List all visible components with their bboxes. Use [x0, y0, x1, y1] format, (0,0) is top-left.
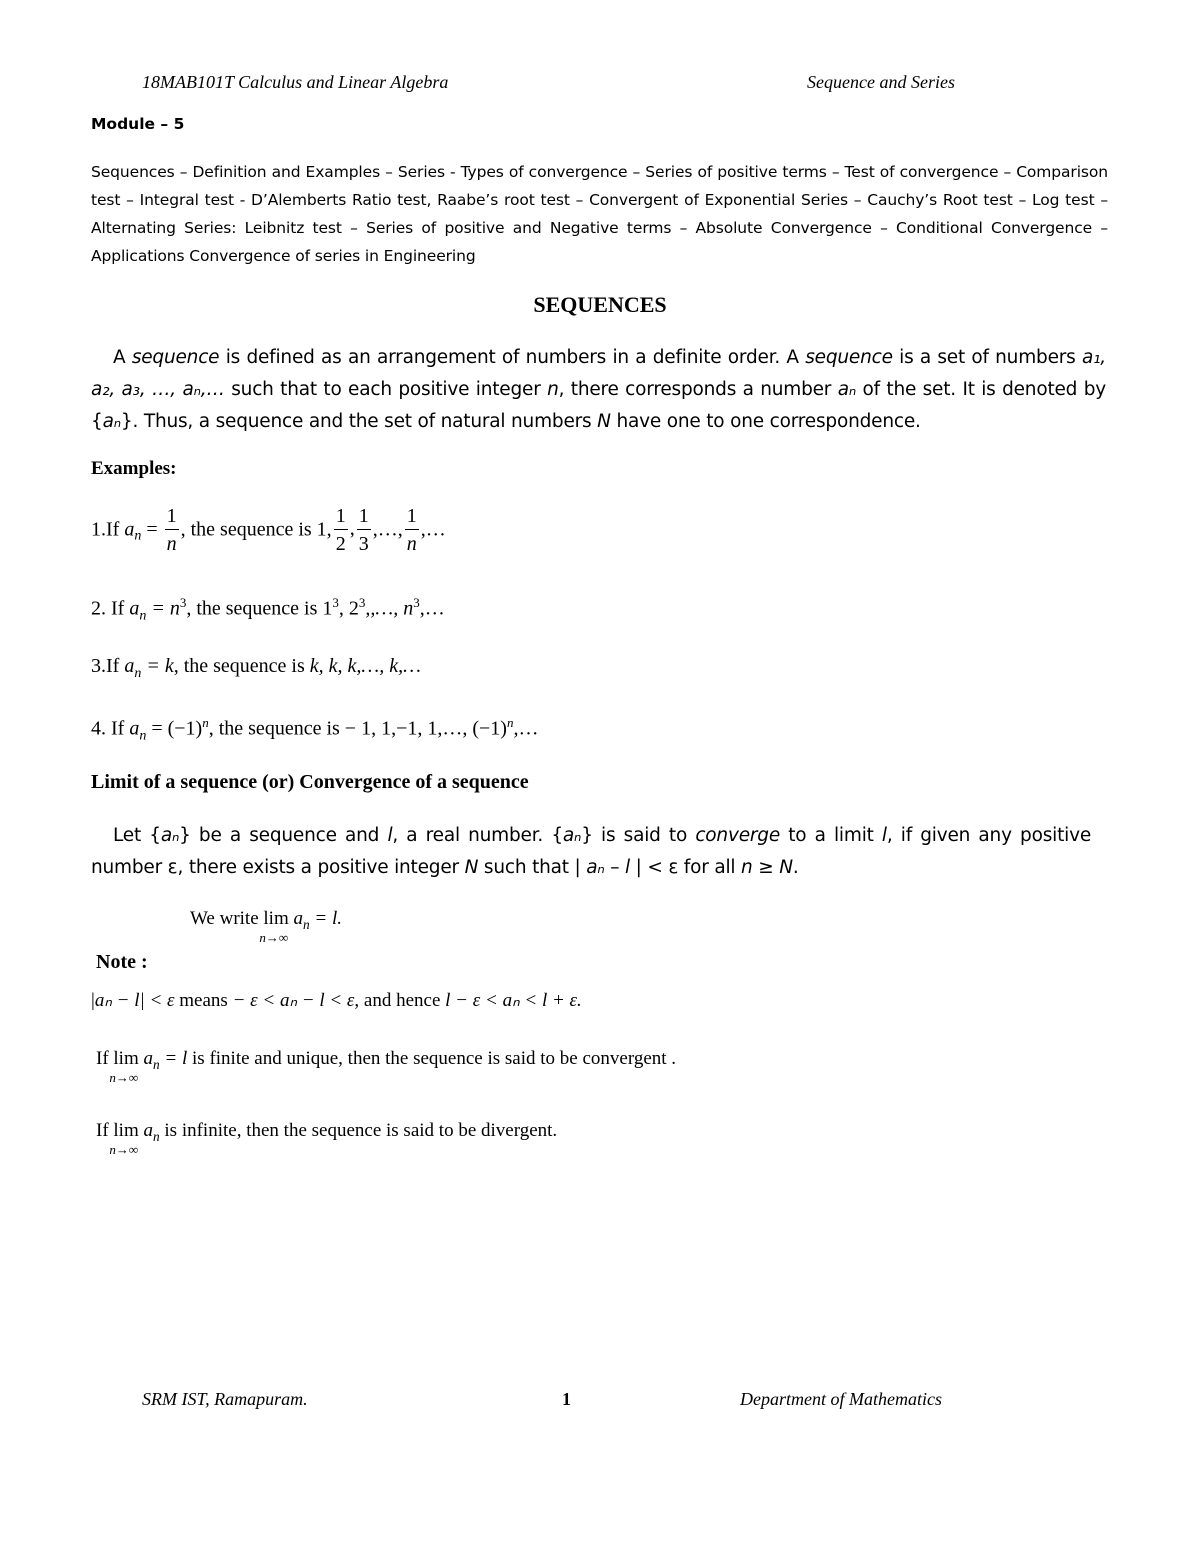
example-2: 2. If $a_n = n^3$, the sequence is $1^3$, $2^3,,\dots$, $n^3,\dots$	[91, 595, 445, 624]
note-line-3: If lim n→∞ $a_n$ is infinite, then the sequence is said to be divergent.	[96, 1120, 558, 1157]
limit-heading: Limit of a sequence (or) Convergence of a sequence	[91, 771, 529, 793]
module-topics: Sequences – Definition and Examples – Series - Types of convergence – Series of positive terms – Test of convergence – Comparison test – Integral test - D’Alemberts Ratio test, Raabe’s root test – Convergent of Exponential Series – Cauchy’s Root test – Log test – Alternating Series: Leibnitz test – Series of positive and Negative terms – Absolute Convergence – Conditional Convergence – Applications Convergence of series in Engineering	[91, 163, 1108, 265]
examples-heading: Examples:	[91, 458, 177, 479]
limit-notation: We write lim n→∞ $a_n = l$.	[190, 908, 342, 945]
limit-definition: Let {aₙ} be a sequence and l, a real number. {aₙ} is said to converge to a limit l, if given any positive number ε, there exists a positive integer N such that | aₙ – l | < ε for all n ≥ N.	[91, 825, 1092, 878]
footer-department: Department of Mathematics	[740, 1389, 942, 1409]
running-header-chapter: Sequence and Series	[807, 72, 955, 92]
example-3: 3.If $a_n = k$, the sequence is k, k, k,…, k,…	[91, 655, 421, 681]
page-number: 1	[562, 1389, 571, 1409]
section-title: SEQUENCES	[533, 292, 667, 317]
example-1: 1.If $a_n$ = $\frac{1}{n}$ , the sequence is 1, $\frac{1}{2}$ , $\frac{1}{3}$ ,…, $\frac{1}{n}$ ,…	[91, 505, 446, 555]
running-header-course: 18MAB101T Calculus and Linear Algebra	[142, 72, 449, 92]
footer-institution: SRM IST, Ramapuram.	[142, 1389, 308, 1409]
note-line-1: |aₙ − l| < ε means − ε < aₙ − l < ε, and hence l − ε < aₙ < l + ε.	[91, 990, 582, 1011]
example-4: 4. If $a_n = (-1)^n$, the sequence is − 1, 1,−1, 1,…, $(-1)^n,\dots$	[91, 715, 539, 744]
note-heading: Note :	[96, 951, 148, 973]
note-line-2: If lim n→∞ $a_n = l$ is finite and unique, then the sequence is said to be convergent .	[96, 1048, 677, 1085]
definition-paragraph: A sequence is defined as an arrangement of numbers in a definite order. A sequence is a set of numbers a₁, a₂, a₃, …, aₙ,… such that to each positive integer n, there corresponds a number aₙ of the set. It is denoted by {aₙ}. Thus, a sequence and the set of natural numbers N have one to one correspondence.	[91, 347, 1106, 432]
module-title: Module – 5	[91, 115, 185, 133]
